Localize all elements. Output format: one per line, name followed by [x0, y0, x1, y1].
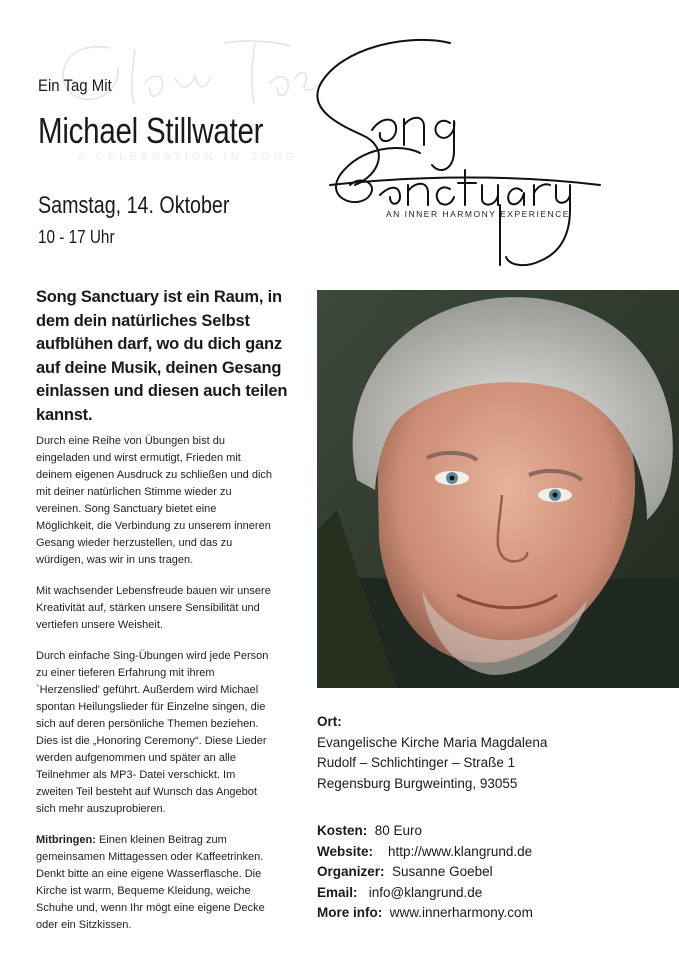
bring-along-label: Mitbringen:	[36, 834, 96, 846]
bring-along-text: Einen kleinen Beitrag zum gemeinsamen Mittagessen oder Kaffeetrinken. Denkt bitte an eine eigene Wasserflasche. Die Kirche ist warm, Bequeme Kleidung, weiche Schuhe und, wenn Ihr mögt eine eigene Decke oder ein Sitzkissen.	[36, 834, 265, 931]
location-line-2: Rudolf – Schlichtinger – Straße 1	[317, 755, 516, 770]
email-row	[317, 883, 667, 904]
details-block	[317, 821, 667, 924]
organizer-row	[317, 862, 667, 883]
event-time: 10 - 17 Uhr	[38, 227, 115, 247]
description	[36, 433, 274, 934]
cost-label: Kosten:	[317, 823, 368, 838]
organizer-label: Organizer:	[317, 864, 385, 880]
more-info-link[interactable]: www.innerharmony.com	[389, 905, 533, 921]
location-line-3: Regensburg Burgweinting, 93055	[317, 775, 518, 791]
description-paragraph-2: Mit wachsender Lebensfreude bauen wir unsere Kreativität auf, stärken unsere Sensibilität und vertiefen unsere Weisheit.	[36, 585, 271, 631]
portrait-photo	[317, 290, 679, 688]
more-info-row	[317, 903, 667, 924]
description-paragraph-1: Durch eine Reihe von Übungen bist du eingeladen und wirst ermutigt, Frieden mit deinem eigenen Ausdruck zu schließen und dich mit deiner natürlichen Stimme wieder zu vereinen. Song Sanctuary bietet eine Möglichkeit, die Verbindung zu unserem inneren Gesang wieder herzustellen, und das zu würdigen, was wir in uns tragen.	[36, 435, 273, 566]
event-title: Michael Stillwater	[38, 110, 264, 151]
event-pretitle: Ein Tag Mit	[38, 76, 112, 95]
location-line-1: Evangelische Kirche Maria Magdalena	[317, 734, 548, 750]
event-date: Samstag, 14. Oktober	[38, 192, 230, 219]
email-link[interactable]: info@klangrund.de	[368, 884, 483, 900]
organizer-value: Susanne Goebel	[392, 864, 493, 880]
song-sanctuary-logo	[300, 35, 620, 270]
watermark-text: A CELEBRATION IN SONG	[78, 151, 299, 163]
description-paragraph-3: Durch einfache Sing-Übungen wird jede Person zu einer tieferen Erfahrung mit ihrem `Herzenslied' geführt. Außerdem wird Michael spontan Heilungslieder für Einzelne singen, die sich auf deren persönliche Themen beziehen. Dies ist die „Honoring Ceremony“. Diese Lieder werden aufgenommen und später an alle Teilnehmer als MP3- Datei verschickt. Im zweiten Teil besteht auf Wunsch das Angebot sich mehr auszuprobieren.	[36, 650, 269, 815]
website-link[interactable]: http://www.klangrund.de	[388, 843, 533, 859]
cost-row	[317, 821, 667, 842]
location-block	[317, 712, 657, 794]
cost-value: 80 Euro	[374, 823, 423, 838]
logo-tagline: AN INNER HARMONY EXPERIENCE	[386, 209, 570, 219]
website-label: Website:	[317, 843, 374, 859]
email-label: Email:	[317, 884, 358, 900]
bring-along-paragraph	[36, 832, 274, 934]
more-info-label: More info:	[317, 905, 383, 921]
location-label: Ort:	[317, 714, 342, 729]
website-row	[317, 842, 667, 863]
intro-paragraph: Song Sanctuary ist ein Raum, in dem dein natürliches Selbst aufblühen darf, wo du dich ganz auf deine Musik, deinen Gesang einlassen und diesen auch teilen kannst.	[36, 288, 288, 424]
